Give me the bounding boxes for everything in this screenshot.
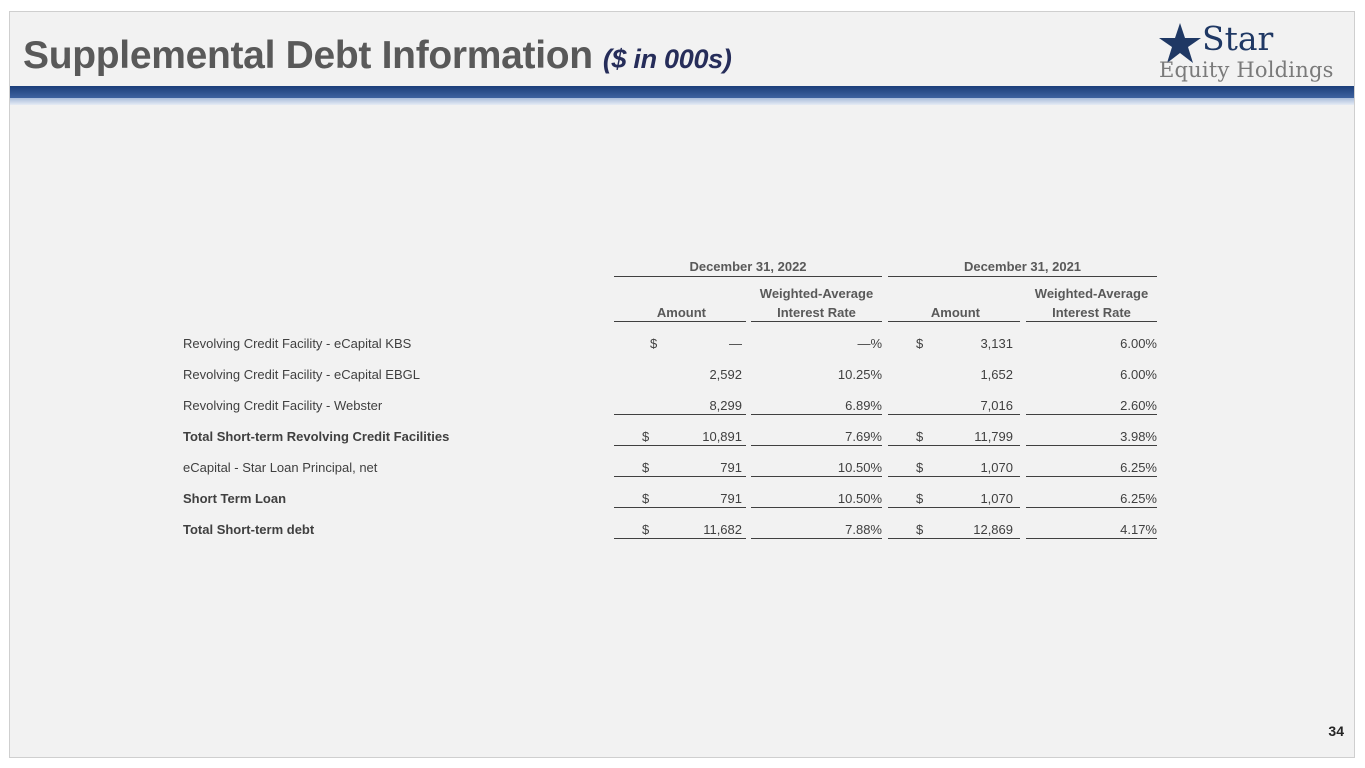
subtotal-rule xyxy=(1026,414,1157,415)
total-rule xyxy=(888,538,1020,539)
subtotal-rule xyxy=(888,476,1020,477)
rate-2022: 10.25% xyxy=(837,367,882,382)
period-underline xyxy=(614,276,882,277)
rate-2022: 10.50% xyxy=(837,491,882,506)
col-header-amount: Amount xyxy=(930,305,980,320)
period-header-2022: December 31, 2022 xyxy=(689,259,807,274)
amount-2021: 12,869 xyxy=(973,522,1013,537)
title-units: ($ in 000s) xyxy=(602,44,732,74)
currency-symbol: $ xyxy=(916,336,924,351)
row-label: eCapital - Star Loan Principal, net xyxy=(183,460,378,475)
row-label: Revolving Credit Facility - Webster xyxy=(183,398,383,413)
total-rule xyxy=(1026,445,1157,446)
rate-2022: 7.69% xyxy=(845,429,882,444)
subtotal-rule xyxy=(751,476,882,477)
amount-2022: 10,891 xyxy=(702,429,742,444)
debt-table xyxy=(10,12,1354,757)
col-header-rate-line2: Interest Rate xyxy=(777,305,856,320)
period-header-2021: December 31, 2021 xyxy=(963,259,1082,274)
amount-2021: 3,131 xyxy=(980,336,1013,351)
logo-word-equity-holdings: Equity Holdings xyxy=(1159,58,1334,82)
currency-symbol: $ xyxy=(642,460,650,475)
rate-2021: 4.17% xyxy=(1120,522,1157,537)
currency-symbol: $ xyxy=(642,522,650,537)
subtotal-rule xyxy=(614,414,746,415)
amount-2021: 1,070 xyxy=(980,491,1013,506)
subtotal-rule xyxy=(1026,476,1157,477)
col-header-rate-line2: Interest Rate xyxy=(1052,305,1131,320)
total-rule xyxy=(614,507,746,508)
period-underline xyxy=(888,276,1157,277)
col-underline xyxy=(751,321,882,322)
page-number: 34 xyxy=(1328,723,1344,739)
currency-symbol: $ xyxy=(916,460,924,475)
title-text: Supplemental Debt Information xyxy=(23,34,593,77)
total-rule xyxy=(614,445,746,446)
subtotal-rule xyxy=(751,414,882,415)
row-label: Revolving Credit Facility - eCapital KBS xyxy=(183,336,412,351)
amount-2022: 8,299 xyxy=(709,398,742,413)
row-label-total: Total Short-term debt xyxy=(183,522,315,537)
total-rule xyxy=(751,538,882,539)
rate-2021: 6.25% xyxy=(1120,491,1157,506)
subtotal-rule xyxy=(888,414,1020,415)
col-header-amount: Amount xyxy=(656,305,706,320)
logo-word-star: Star xyxy=(1202,19,1274,58)
currency-symbol: $ xyxy=(650,336,658,351)
amount-2022: — xyxy=(729,336,742,351)
slide xyxy=(9,11,1355,758)
col-header-rate-line1: Weighted-Average xyxy=(759,286,874,301)
rate-2021: 6.00% xyxy=(1120,336,1157,351)
currency-symbol: $ xyxy=(642,491,650,506)
currency-symbol: $ xyxy=(916,522,924,537)
rate-2021: 6.25% xyxy=(1120,460,1157,475)
rate-2021: 6.00% xyxy=(1120,367,1157,382)
amount-2022: 791 xyxy=(720,491,742,506)
amount-2022: 11,682 xyxy=(703,522,742,537)
row-label-total: Total Short-term Revolving Credit Facilities xyxy=(183,429,450,444)
total-rule xyxy=(888,507,1020,508)
currency-symbol: $ xyxy=(916,429,924,444)
amount-2021: 11,799 xyxy=(974,429,1013,444)
row-label-total: Short Term Loan xyxy=(183,491,287,506)
amount-2022: 791 xyxy=(720,460,742,475)
total-rule xyxy=(751,445,882,446)
row-label: Revolving Credit Facility - eCapital EBGL xyxy=(183,367,420,382)
col-underline xyxy=(614,321,746,322)
total-rule xyxy=(1026,538,1157,539)
currency-symbol: $ xyxy=(642,429,650,444)
rate-2021: 2.60% xyxy=(1120,398,1157,413)
subtotal-rule xyxy=(614,476,746,477)
amount-2022: 2,592 xyxy=(709,367,742,382)
rate-2022: 6.89% xyxy=(845,398,882,413)
total-rule xyxy=(888,445,1020,446)
rate-2022: 7.88% xyxy=(845,522,882,537)
amount-2021: 7,016 xyxy=(980,398,1013,413)
total-rule xyxy=(1026,507,1157,508)
amount-2021: 1,070 xyxy=(980,460,1013,475)
total-rule xyxy=(751,507,882,508)
rate-2022: —% xyxy=(857,336,882,351)
amount-2021: 1,652 xyxy=(980,367,1013,382)
total-rule xyxy=(614,538,746,539)
rate-2021: 3.98% xyxy=(1120,429,1157,444)
col-underline xyxy=(888,321,1020,322)
currency-symbol: $ xyxy=(916,491,924,506)
col-underline xyxy=(1026,321,1157,322)
rate-2022: 10.50% xyxy=(837,460,882,475)
col-header-rate-line1: Weighted-Average xyxy=(1034,286,1149,301)
